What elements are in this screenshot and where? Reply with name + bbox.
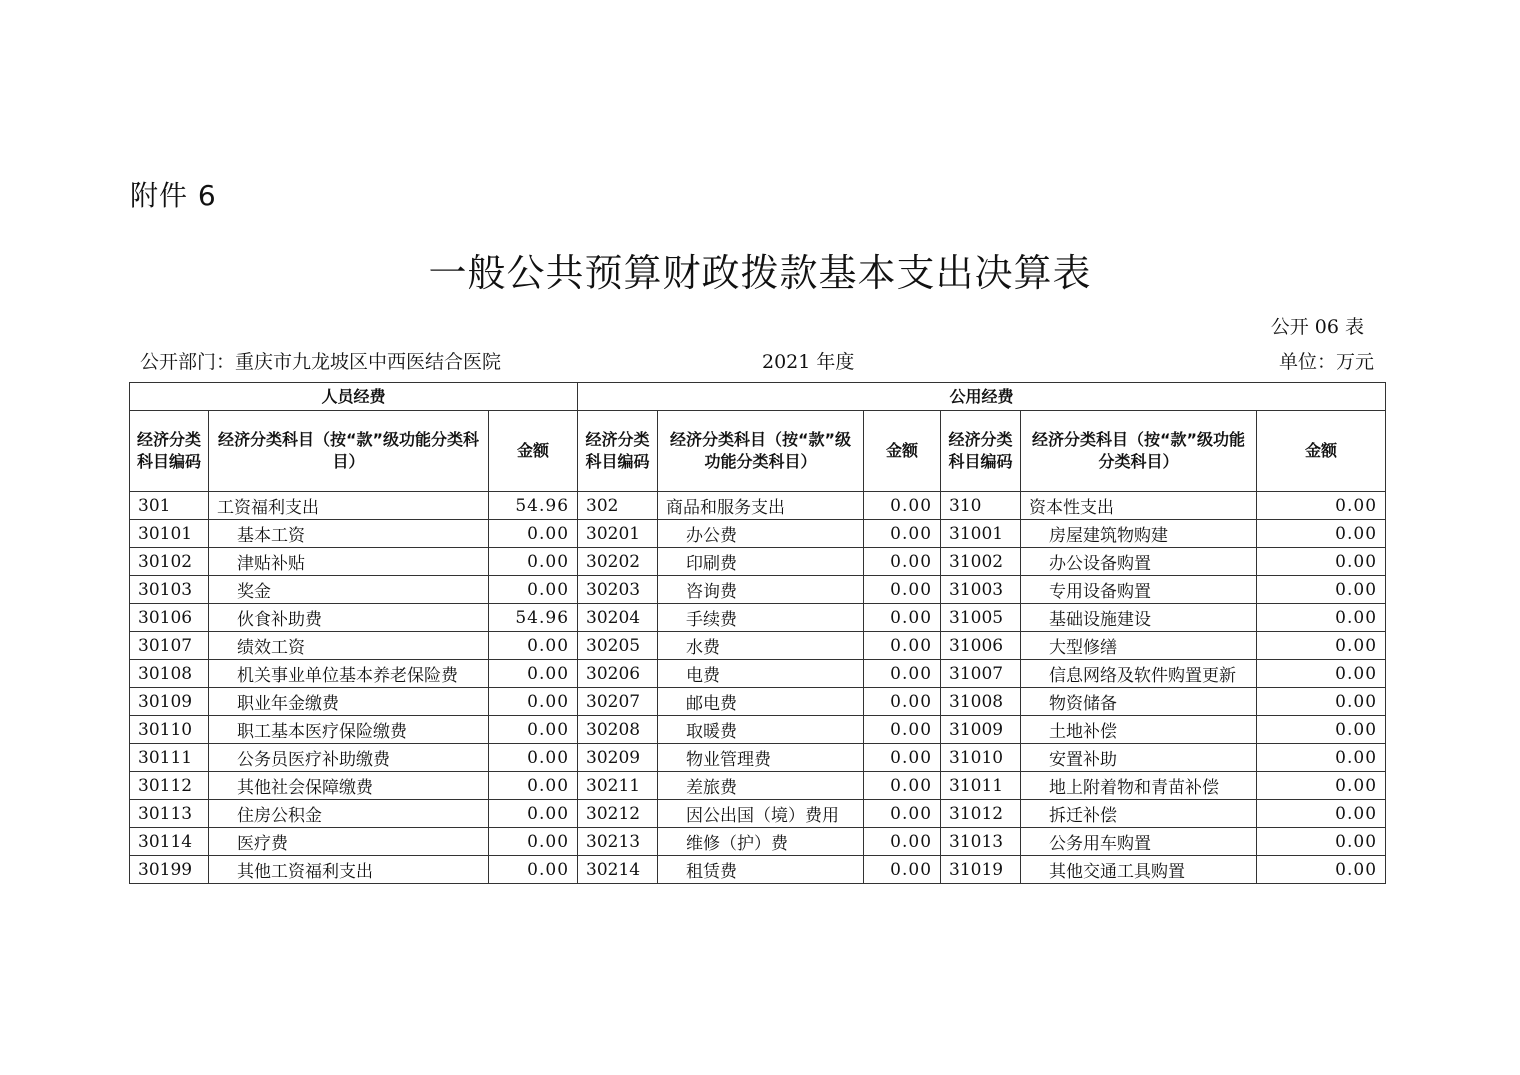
amount-cell: 0.00 (1257, 604, 1386, 632)
name-cell: 咨询费 (658, 576, 864, 604)
code-cell: 30101 (130, 520, 209, 548)
name-cell: 维修（护）费 (658, 828, 864, 856)
code-cell: 30110 (130, 716, 209, 744)
table-body (130, 492, 1386, 884)
amount-cell: 0.00 (489, 772, 578, 800)
name-cell: 物业管理费 (658, 744, 864, 772)
amount-cell: 54.96 (489, 604, 578, 632)
code-cell: 31012 (941, 800, 1021, 828)
table-row (130, 716, 1386, 744)
name-cell: 住房公积金 (209, 800, 489, 828)
code-cell: 30102 (130, 548, 209, 576)
name-cell: 基础设施建设 (1021, 604, 1257, 632)
name-cell: 印刷费 (658, 548, 864, 576)
code-cell: 31005 (941, 604, 1021, 632)
code-cell: 30114 (130, 828, 209, 856)
table-row (130, 604, 1386, 632)
code-cell: 301 (130, 492, 209, 520)
name-cell: 办公费 (658, 520, 864, 548)
amount-cell: 0.00 (1257, 660, 1386, 688)
name-cell: 邮电费 (658, 688, 864, 716)
amount-cell: 0.00 (864, 604, 941, 632)
fiscal-year: 2021 年度 (762, 351, 855, 373)
column-header-row (130, 411, 1386, 492)
amount-cell: 0.00 (489, 576, 578, 604)
name-cell: 信息网络及软件购置更新 (1021, 660, 1257, 688)
amount-cell: 0.00 (489, 828, 578, 856)
table-row (130, 576, 1386, 604)
amount-cell: 0.00 (864, 660, 941, 688)
table-row (130, 520, 1386, 548)
name-cell: 公务员医疗补助缴费 (209, 744, 489, 772)
code-cell: 30203 (578, 576, 658, 604)
name-cell: 机关事业单位基本养老保险费 (209, 660, 489, 688)
amount-cell: 0.00 (864, 772, 941, 800)
name-cell: 专用设备购置 (1021, 576, 1257, 604)
code-cell: 31019 (941, 856, 1021, 884)
col-header-name: 经济分类科目（按“款”级功能分类科目） (658, 411, 864, 492)
code-cell: 30199 (130, 856, 209, 884)
code-cell: 30106 (130, 604, 209, 632)
group-header-public: 公用经费 (578, 383, 1386, 411)
code-cell: 30209 (578, 744, 658, 772)
amount-cell: 0.00 (489, 744, 578, 772)
amount-cell: 0.00 (1257, 828, 1386, 856)
amount-cell: 0.00 (489, 660, 578, 688)
name-cell: 商品和服务支出 (658, 492, 864, 520)
amount-cell: 0.00 (1257, 856, 1386, 884)
name-cell: 绩效工资 (209, 632, 489, 660)
name-cell: 安置补助 (1021, 744, 1257, 772)
code-cell: 31001 (941, 520, 1021, 548)
amount-cell: 0.00 (864, 492, 941, 520)
name-cell: 土地补偿 (1021, 716, 1257, 744)
name-cell: 伙食补助费 (209, 604, 489, 632)
amount-cell: 0.00 (1257, 744, 1386, 772)
table-row (130, 632, 1386, 660)
table-row (130, 856, 1386, 884)
name-cell: 大型修缮 (1021, 632, 1257, 660)
amount-cell: 0.00 (1257, 576, 1386, 604)
name-cell: 取暖费 (658, 716, 864, 744)
table-row (130, 744, 1386, 772)
amount-cell: 0.00 (1257, 492, 1386, 520)
name-cell: 电费 (658, 660, 864, 688)
name-cell: 工资福利支出 (209, 492, 489, 520)
name-cell: 奖金 (209, 576, 489, 604)
code-cell: 30109 (130, 688, 209, 716)
amount-cell: 0.00 (1257, 716, 1386, 744)
amount-cell: 0.00 (864, 716, 941, 744)
col-header-amount: 金额 (1257, 411, 1386, 492)
attachment-label: 附件 6 (130, 179, 217, 212)
code-cell: 30111 (130, 744, 209, 772)
col-header-name: 经济分类科目（按“款”级功能分类科目） (209, 411, 489, 492)
code-cell: 30107 (130, 632, 209, 660)
budget-table (129, 382, 1386, 884)
code-cell: 31010 (941, 744, 1021, 772)
amount-cell: 0.00 (864, 856, 941, 884)
name-cell: 津贴补贴 (209, 548, 489, 576)
name-cell: 因公出国（境）费用 (658, 800, 864, 828)
code-cell: 31009 (941, 716, 1021, 744)
code-cell: 31011 (941, 772, 1021, 800)
unit-label: 单位：万元 (1278, 351, 1374, 373)
amount-cell: 0.00 (864, 632, 941, 660)
code-cell: 30113 (130, 800, 209, 828)
code-cell: 31007 (941, 660, 1021, 688)
col-header-code: 经济分类科目编码 (578, 411, 658, 492)
amount-cell: 0.00 (489, 688, 578, 716)
code-cell: 30103 (130, 576, 209, 604)
table-row (130, 688, 1386, 716)
amount-cell: 0.00 (864, 548, 941, 576)
col-header-name: 经济分类科目（按“款”级功能分类科目） (1021, 411, 1257, 492)
code-cell: 30202 (578, 548, 658, 576)
name-cell: 租赁费 (658, 856, 864, 884)
name-cell: 拆迁补偿 (1021, 800, 1257, 828)
table-row (130, 828, 1386, 856)
code-cell: 31008 (941, 688, 1021, 716)
amount-cell: 0.00 (489, 800, 578, 828)
code-cell: 30207 (578, 688, 658, 716)
name-cell: 差旅费 (658, 772, 864, 800)
col-header-amount: 金额 (864, 411, 941, 492)
code-cell: 30112 (130, 772, 209, 800)
name-cell: 医疗费 (209, 828, 489, 856)
amount-cell: 0.00 (864, 576, 941, 604)
amount-cell: 0.00 (1257, 632, 1386, 660)
code-cell: 30201 (578, 520, 658, 548)
code-cell: 31002 (941, 548, 1021, 576)
name-cell: 基本工资 (209, 520, 489, 548)
name-cell: 其他工资福利支出 (209, 856, 489, 884)
code-cell: 30211 (578, 772, 658, 800)
code-cell: 30205 (578, 632, 658, 660)
name-cell: 职业年金缴费 (209, 688, 489, 716)
col-header-code: 经济分类科目编码 (941, 411, 1021, 492)
name-cell: 资本性支出 (1021, 492, 1257, 520)
code-cell: 30204 (578, 604, 658, 632)
code-cell: 302 (578, 492, 658, 520)
name-cell: 职工基本医疗保险缴费 (209, 716, 489, 744)
amount-cell: 0.00 (489, 520, 578, 548)
amount-cell: 0.00 (864, 520, 941, 548)
name-cell: 办公设备购置 (1021, 548, 1257, 576)
page-title: 一般公共预算财政拨款基本支出决算表 (428, 251, 1092, 295)
amount-cell: 0.00 (1257, 772, 1386, 800)
code-cell: 30208 (578, 716, 658, 744)
name-cell: 其他交通工具购置 (1021, 856, 1257, 884)
table-row (130, 772, 1386, 800)
code-cell: 31006 (941, 632, 1021, 660)
name-cell: 物资储备 (1021, 688, 1257, 716)
amount-cell: 0.00 (864, 688, 941, 716)
table-row (130, 492, 1386, 520)
code-cell: 30214 (578, 856, 658, 884)
name-cell: 地上附着物和青苗补偿 (1021, 772, 1257, 800)
amount-cell: 0.00 (864, 744, 941, 772)
amount-cell: 54.96 (489, 492, 578, 520)
amount-cell: 0.00 (1257, 800, 1386, 828)
amount-cell: 0.00 (1257, 520, 1386, 548)
amount-cell: 0.00 (489, 856, 578, 884)
name-cell: 水费 (658, 632, 864, 660)
department-label: 公开部门：重庆市九龙坡区中西医结合医院 (140, 351, 502, 373)
name-cell: 房屋建筑物购建 (1021, 520, 1257, 548)
code-cell: 31003 (941, 576, 1021, 604)
group-header-row (130, 383, 1386, 411)
table-row (130, 800, 1386, 828)
col-header-code: 经济分类科目编码 (130, 411, 209, 492)
code-cell: 30108 (130, 660, 209, 688)
name-cell: 其他社会保障缴费 (209, 772, 489, 800)
code-cell: 31013 (941, 828, 1021, 856)
table-number: 公开 06 表 (1270, 316, 1364, 338)
code-cell: 30212 (578, 800, 658, 828)
table-row (130, 548, 1386, 576)
amount-cell: 0.00 (864, 800, 941, 828)
table-row (130, 660, 1386, 688)
amount-cell: 0.00 (1257, 688, 1386, 716)
group-header-personnel: 人员经费 (130, 383, 578, 411)
amount-cell: 0.00 (864, 828, 941, 856)
amount-cell: 0.00 (489, 548, 578, 576)
name-cell: 手续费 (658, 604, 864, 632)
code-cell: 30213 (578, 828, 658, 856)
amount-cell: 0.00 (489, 716, 578, 744)
amount-cell: 0.00 (489, 632, 578, 660)
col-header-amount: 金额 (489, 411, 578, 492)
code-cell: 30206 (578, 660, 658, 688)
code-cell: 310 (941, 492, 1021, 520)
name-cell: 公务用车购置 (1021, 828, 1257, 856)
amount-cell: 0.00 (1257, 548, 1386, 576)
